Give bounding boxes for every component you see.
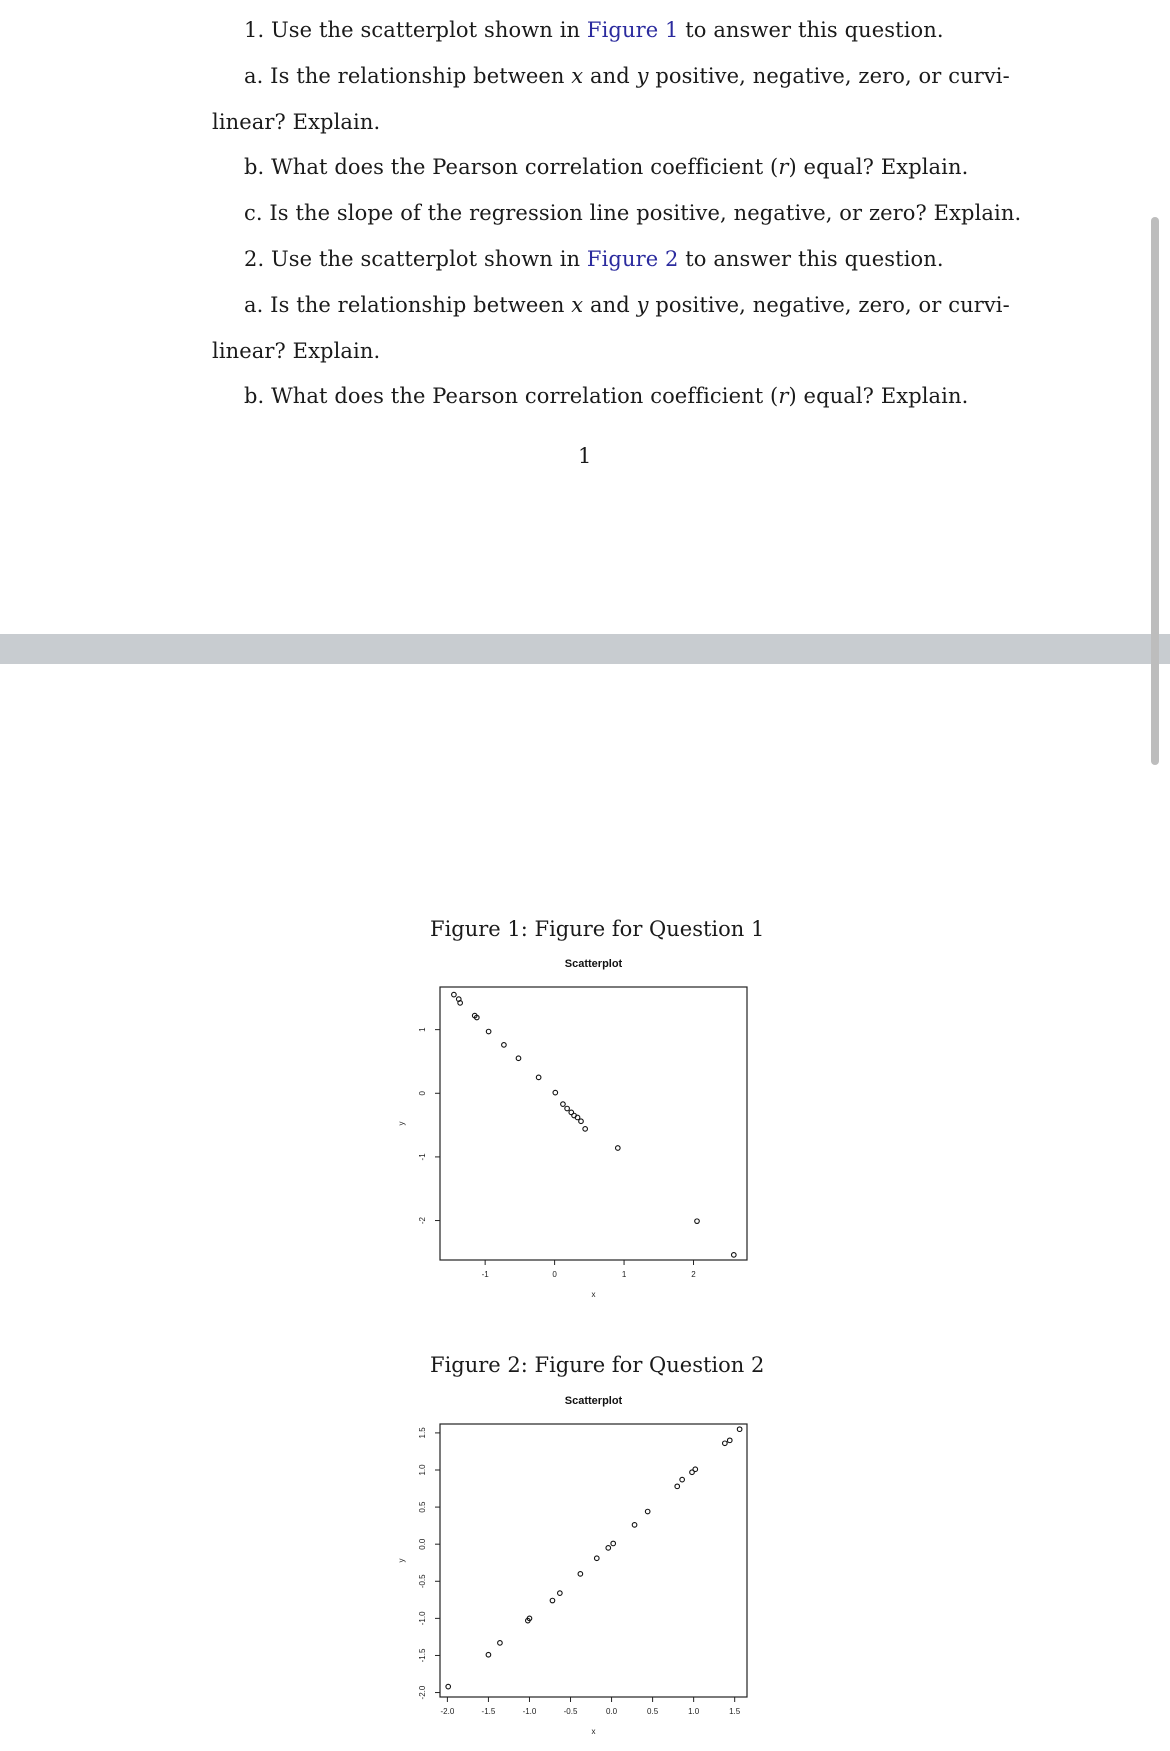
data-point [737, 1427, 742, 1432]
x-tick-label: -0.5 [563, 1707, 578, 1716]
data-point [594, 1556, 599, 1561]
x-axis-label: x [591, 1727, 596, 1736]
data-point [579, 1119, 584, 1124]
data-point [561, 1102, 566, 1107]
figure-1-scatterplot [395, 950, 755, 1305]
data-point [553, 1090, 558, 1095]
question-1: 1. Use the scatterplot shown in Figure 1 to answer this question. [244, 18, 944, 42]
data-point [727, 1438, 732, 1443]
x-tick-label: -1 [481, 1270, 489, 1279]
y-tick-label: -1 [418, 1153, 428, 1161]
x-tick-label: -1.0 [522, 1707, 537, 1716]
x-tick-label: 1.5 [729, 1707, 741, 1716]
question-1b: b. What does the Pearson correlation coefficient (r) equal? Explain. [244, 155, 969, 179]
y-tick-label: 0.0 [418, 1538, 428, 1550]
chart-title: Scatterplot [564, 958, 623, 970]
page-number: 1 [578, 444, 592, 468]
question-2a: a. Is the relationship between x and y positive, negative, zero, or curvi- [244, 293, 1010, 317]
figure-2-caption: Figure 2: Figure for Question 2 [430, 1353, 765, 1377]
data-point [675, 1484, 680, 1489]
data-point [723, 1441, 728, 1446]
data-point [486, 1652, 491, 1657]
x-tick-label: 0 [552, 1270, 557, 1279]
y-tick-label: 1.5 [418, 1427, 428, 1439]
question-2b: b. What does the Pearson correlation coefficient (r) equal? Explain. [244, 384, 969, 408]
data-point [536, 1075, 541, 1080]
y-tick-label: -2 [418, 1216, 428, 1225]
data-point [452, 992, 457, 997]
x-tick-label: 1 [621, 1270, 627, 1279]
data-point [632, 1523, 637, 1528]
data-point [516, 1056, 521, 1061]
figure-2-scatterplot [395, 1387, 755, 1742]
data-point [606, 1546, 611, 1551]
y-tick-label: 1.0 [418, 1464, 428, 1476]
data-point [486, 1029, 491, 1034]
y-tick-label: -0.5 [418, 1574, 428, 1589]
data-point [498, 1641, 503, 1646]
x-tick-label: 2 [691, 1270, 696, 1279]
y-tick-label: 1 [418, 1027, 428, 1032]
figure-1-link[interactable]: Figure 1 [586, 18, 679, 42]
x-tick-label: 0.5 [647, 1707, 659, 1716]
scrollbar[interactable] [1151, 217, 1159, 765]
y-axis-label: y [397, 1558, 407, 1563]
y-tick-label: -1.5 [418, 1648, 428, 1663]
data-point [565, 1106, 570, 1111]
y-axis-label: y [397, 1121, 407, 1126]
data-point [616, 1146, 621, 1151]
x-tick-label: -1.5 [481, 1707, 496, 1716]
data-point [645, 1509, 650, 1514]
question-2a-continued: linear? Explain. [212, 339, 381, 363]
y-tick-label: -1.0 [418, 1611, 428, 1626]
data-point [680, 1477, 685, 1482]
x-tick-label: 0.0 [605, 1707, 618, 1716]
plot-frame [440, 987, 747, 1260]
chart-title: Scatterplot [564, 1395, 623, 1407]
data-point [446, 1684, 451, 1689]
y-tick-label: 0 [418, 1091, 428, 1096]
data-point [583, 1127, 588, 1132]
data-point [693, 1467, 698, 1472]
y-tick-label: -2.0 [418, 1685, 428, 1700]
data-point [732, 1253, 737, 1258]
question-2: 2. Use the scatterplot shown in Figure 2 to answer this question. [244, 247, 944, 271]
x-tick-label: -2.0 [440, 1707, 455, 1716]
question-1c: c. Is the slope of the regression line positive, negative, or zero? Explain. [244, 201, 1022, 225]
x-axis-label: x [591, 1290, 596, 1299]
page-gap [0, 634, 1170, 664]
data-point [502, 1043, 507, 1048]
data-point [695, 1219, 700, 1224]
page-1 [0, 0, 1170, 634]
figure-2-link[interactable]: Figure 2 [586, 247, 679, 271]
question-1a-continued: linear? Explain. [212, 110, 381, 134]
figure-1-caption: Figure 1: Figure for Question 1 [430, 917, 765, 941]
data-point [611, 1541, 616, 1546]
question-1a: a. Is the relationship between x and y positive, negative, zero, or curvi- [244, 64, 1010, 88]
data-point [578, 1572, 583, 1577]
x-tick-label: 1.0 [688, 1707, 700, 1716]
y-tick-label: 0.5 [418, 1501, 428, 1513]
data-point [558, 1591, 563, 1596]
data-point [550, 1598, 555, 1603]
